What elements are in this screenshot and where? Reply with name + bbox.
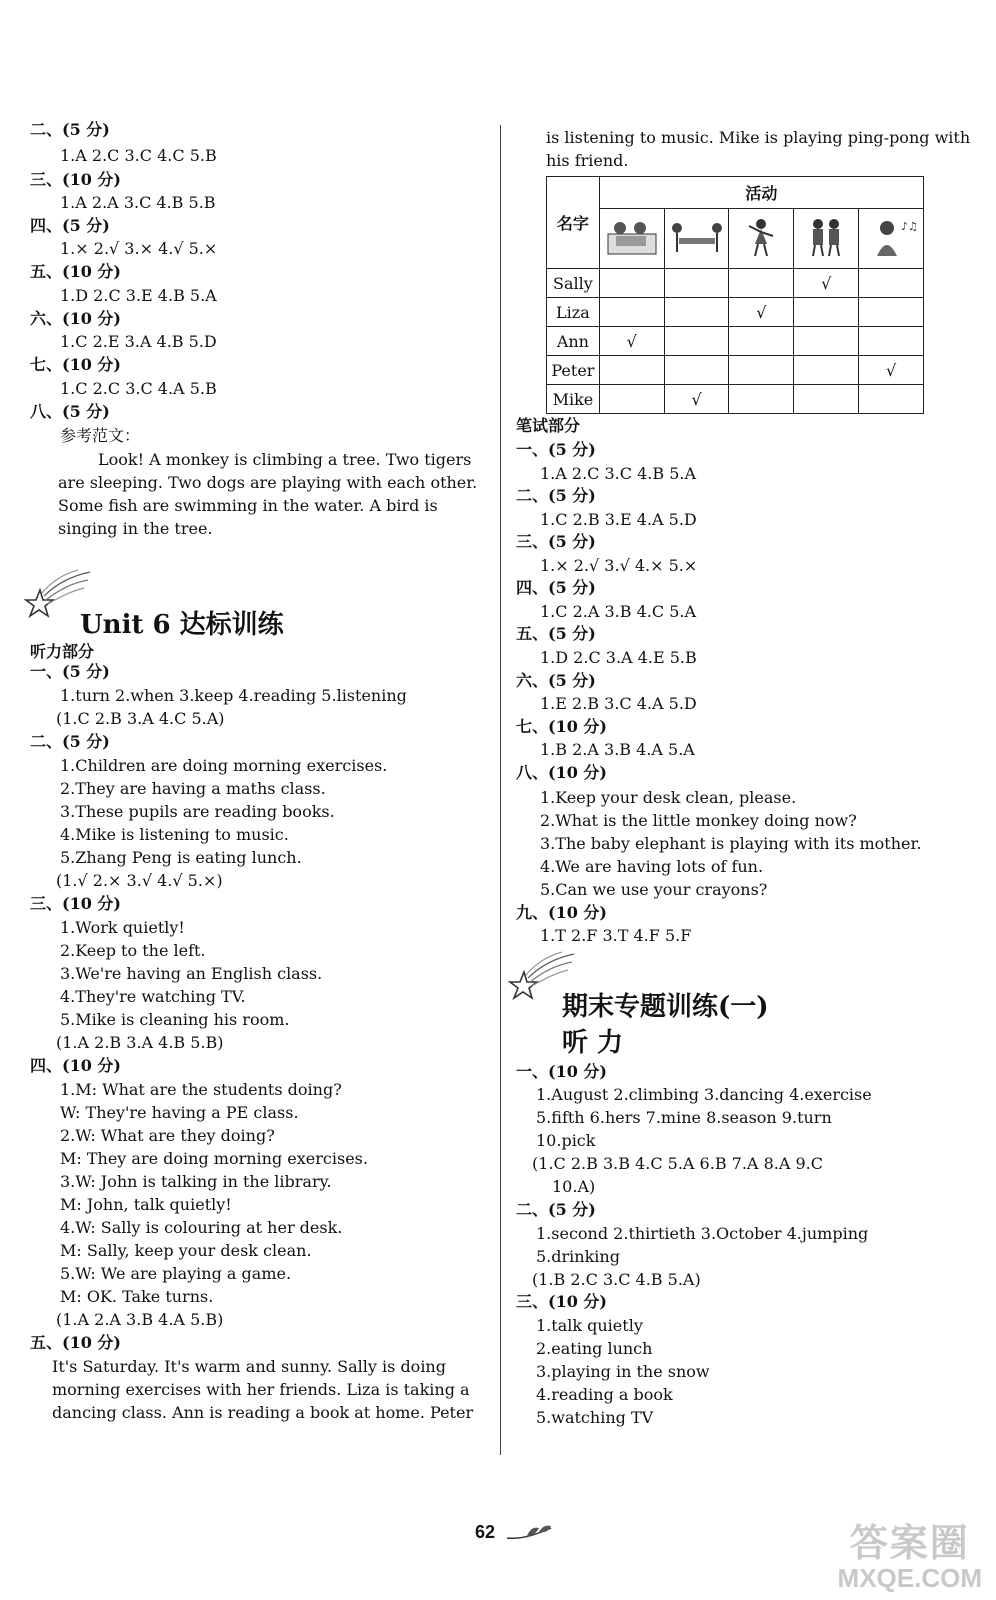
answer-line: 4.reading a book — [536, 1385, 673, 1404]
unit-title: Unit 6 达标训练 — [80, 610, 284, 640]
passage-line: It's Saturday. It's warm and sunny. Sally is doing — [52, 1357, 446, 1376]
answer-line: 4.We are having lots of fun. — [540, 857, 764, 876]
activity-table — [546, 176, 924, 414]
answer-line: 2.They are having a maths class. — [60, 779, 326, 798]
table-cell: √ — [859, 356, 924, 385]
watermark-bottom: MXQE.COM — [837, 1563, 982, 1593]
sample-line: Some fish are swimming in the water. A bird is — [58, 496, 438, 515]
section-heading: 二、(5 分) — [516, 486, 596, 505]
passage-line: dancing class. Ann is reading a book at home. Peter — [52, 1403, 474, 1422]
answer-line: 1.B 2.A 3.B 4.A 5.A — [540, 740, 695, 759]
svg-text:♪♫: ♪♫ — [901, 219, 918, 233]
section-heading: 六、(10 分) — [30, 309, 121, 328]
answer-line: 1.C 2.E 3.A 4.B 5.D — [60, 332, 217, 351]
activity-picture-5 — [859, 209, 924, 269]
answer-line: 1.D 2.C 3.A 4.E 5.B — [540, 648, 697, 667]
table-name: Sally — [547, 269, 600, 298]
table-cell — [859, 269, 924, 298]
answer-line: (1.√ 2.× 3.√ 4.√ 5.×) — [56, 871, 223, 890]
answer-line: 4.They're watching TV. — [60, 987, 246, 1006]
section-heading: 六、(5 分) — [516, 671, 596, 690]
answer-line: 10.A) — [552, 1177, 596, 1196]
sample-label: 参考范文： — [60, 426, 141, 445]
answer-line: 3.playing in the snow — [536, 1362, 710, 1381]
name-header: 名字 — [547, 177, 600, 269]
dialogue-line: 4.W: Sally is colouring at her desk. — [60, 1218, 343, 1237]
answer-line: 2.eating lunch — [536, 1339, 653, 1358]
section-heading: 四、(5 分) — [30, 216, 110, 235]
section-heading: 一、(5 分) — [30, 662, 110, 681]
section-heading: 二、(5 分) — [516, 1200, 596, 1219]
answer-line: 1.T 2.F 3.T 4.F 5.F — [540, 926, 692, 945]
dialogue-line: M: They are doing morning exercises. — [60, 1149, 368, 1168]
activity-picture-4 — [794, 209, 859, 269]
section-heading: 三、(10 分) — [30, 170, 121, 189]
answer-line: 1.× 2.√ 3.√ 4.× 5.× — [540, 556, 698, 575]
section-heading: 八、(10 分) — [516, 763, 607, 782]
dialogue-line: 3.W: John is talking in the library. — [60, 1172, 332, 1191]
dialogue-line: W: They're having a PE class. — [60, 1103, 299, 1122]
table-cell — [599, 356, 664, 385]
watermark — [838, 1524, 982, 1592]
answer-line: 1.Work quietly! — [60, 918, 185, 937]
answer-line: 1.C 2.B 3.E 4.A 5.D — [540, 510, 697, 529]
answer-line: 1.talk quietly — [536, 1316, 643, 1335]
answer-line: 1.A 2.A 3.C 4.B 5.B — [60, 193, 216, 212]
sample-line: Look! A monkey is climbing a tree. Two tigers — [98, 450, 472, 469]
section-heading: 五、(5 分) — [516, 624, 596, 643]
dialogue-line: M: OK. Take turns. — [60, 1287, 214, 1306]
answer-line: 5.Mike is cleaning his room. — [60, 1010, 290, 1029]
section-heading: 一、(5 分) — [516, 440, 596, 459]
table-cell — [729, 356, 794, 385]
table-cell — [664, 269, 729, 298]
passage-line: his friend. — [546, 151, 629, 170]
answer-line: (1.A 2.B 3.A 4.B 5.B) — [56, 1033, 224, 1052]
answer-line: 4.Mike is listening to music. — [60, 825, 289, 844]
answer-line: 1.second 2.thirtieth 3.October 4.jumping — [536, 1224, 869, 1243]
table-cell: √ — [794, 269, 859, 298]
table-cell — [599, 385, 664, 414]
answer-line: (1.C 2.B 3.B 4.C 5.A 6.B 7.A 8.A 9.C — [532, 1154, 823, 1173]
table-name: Mike — [547, 385, 600, 414]
table-cell — [794, 327, 859, 356]
table-cell — [794, 356, 859, 385]
answer-line: (1.C 2.B 3.A 4.C 5.A) — [56, 709, 225, 728]
table-cell: √ — [729, 298, 794, 327]
answer-line: 1.× 2.√ 3.× 4.√ 5.× — [60, 239, 218, 258]
column-divider — [500, 125, 501, 1455]
answer-line: 3.These pupils are reading books. — [60, 802, 335, 821]
table-cell — [729, 269, 794, 298]
table-cell — [729, 385, 794, 414]
part-heading: 听力部分 — [30, 642, 95, 661]
section-heading: 七、(10 分) — [30, 355, 121, 374]
sample-line: singing in the tree. — [58, 519, 213, 538]
part-heading: 笔试部分 — [516, 416, 581, 435]
answer-line: 1.D 2.C 3.E 4.B 5.A — [60, 286, 217, 305]
answer-line: 5.Zhang Peng is eating lunch. — [60, 848, 302, 867]
answer-line: 5.drinking — [536, 1247, 620, 1266]
table-cell — [859, 327, 924, 356]
listening-music-icon — [863, 216, 919, 258]
section-heading: 四、(5 分) — [516, 578, 596, 597]
ping-pong-icon — [669, 216, 725, 258]
answer-line: 2.Keep to the left. — [60, 941, 206, 960]
table-cell — [664, 327, 729, 356]
watermark-top: 答案圈 — [849, 1523, 970, 1565]
section-heading: 四、(10 分) — [30, 1056, 121, 1075]
answer-line: (1.B 2.C 3.C 4.B 5.A) — [532, 1270, 701, 1289]
table-cell — [599, 298, 664, 327]
section-heading: 五、(10 分) — [30, 1333, 121, 1352]
activity-header: 活动 — [599, 177, 923, 209]
answer-line: (1.A 2.A 3.B 4.A 5.B) — [56, 1310, 224, 1329]
answer-line: 1.Keep your desk clean, please. — [540, 788, 797, 807]
answer-line: 1.turn 2.when 3.keep 4.reading 5.listening — [60, 686, 407, 705]
activity-picture-1 — [599, 209, 664, 269]
section-heading: 三、(10 分) — [516, 1292, 607, 1311]
people-reading-icon — [604, 216, 660, 258]
dialogue-line: M: John, talk quietly! — [60, 1195, 232, 1214]
activity-picture-2 — [664, 209, 729, 269]
answer-line: 3.The baby elephant is playing with its mother. — [540, 834, 922, 853]
answer-line: 1.C 2.C 3.C 4.A 5.B — [60, 379, 217, 398]
dialogue-line: M: Sally, keep your desk clean. — [60, 1241, 312, 1260]
section-heading: 二、(5 分) — [30, 120, 110, 139]
table-cell — [664, 298, 729, 327]
table-cell: √ — [664, 385, 729, 414]
dialogue-line: 2.W: What are they doing? — [60, 1126, 275, 1145]
table-cell — [794, 298, 859, 327]
section-heading: 五、(10 分) — [30, 262, 121, 281]
passage-line: morning exercises with her friends. Liza is taking a — [52, 1380, 470, 1399]
section-heading: 七、(10 分) — [516, 717, 607, 736]
answer-line: 2.What is the little monkey doing now? — [540, 811, 857, 830]
passage-line: is listening to music. Mike is playing ping-pong with — [546, 128, 971, 147]
answer-line: 5.watching TV — [536, 1408, 654, 1427]
table-cell — [664, 356, 729, 385]
section-heading: 三、(10 分) — [30, 894, 121, 913]
dialogue-line: 5.W: We are playing a game. — [60, 1264, 292, 1283]
answer-line: 5.Can we use your crayons? — [540, 880, 768, 899]
section-heading: 八、(5 分) — [30, 402, 110, 421]
table-cell: √ — [599, 327, 664, 356]
table-name: Peter — [547, 356, 600, 385]
dialogue-line: 1.M: What are the students doing? — [60, 1080, 342, 1099]
answer-line: 1.A 2.C 3.C 4.C 5.B — [60, 146, 217, 165]
final-title: 期末专题训练(一) — [562, 992, 769, 1022]
answer-line: 10.pick — [536, 1131, 596, 1150]
dancing-girl-icon — [733, 216, 789, 258]
section-heading: 二、(5 分) — [30, 732, 110, 751]
section-heading: 九、(10 分) — [516, 903, 607, 922]
answer-line: 1.C 2.A 3.B 4.C 5.A — [540, 602, 697, 621]
table-name: Ann — [547, 327, 600, 356]
table-cell — [729, 327, 794, 356]
answer-line: 5.fifth 6.hers 7.mine 8.season 9.turn — [536, 1108, 832, 1127]
section-heading: 三、(5 分) — [516, 532, 596, 551]
exercise-icon — [798, 216, 854, 258]
answer-line: 1.Children are doing morning exercises. — [60, 756, 388, 775]
section-heading: 一、(10 分) — [516, 1062, 607, 1081]
sample-line: are sleeping. Two dogs are playing with each other. — [58, 473, 478, 492]
page-number: 62 — [475, 1522, 496, 1542]
table-cell — [859, 385, 924, 414]
answer-line: 3.We're having an English class. — [60, 964, 323, 983]
answer-line: 1.E 2.B 3.C 4.A 5.D — [540, 694, 697, 713]
table-name: Liza — [547, 298, 600, 327]
leaf-ornament-icon — [505, 1522, 555, 1544]
answer-line: 1.A 2.C 3.C 4.B 5.A — [540, 464, 697, 483]
table-cell — [599, 269, 664, 298]
table-cell — [859, 298, 924, 327]
activity-picture-3 — [729, 209, 794, 269]
answer-line: 1.August 2.climbing 3.dancing 4.exercise — [536, 1085, 872, 1104]
table-cell — [794, 385, 859, 414]
final-subtitle: 听 力 — [562, 1028, 624, 1058]
